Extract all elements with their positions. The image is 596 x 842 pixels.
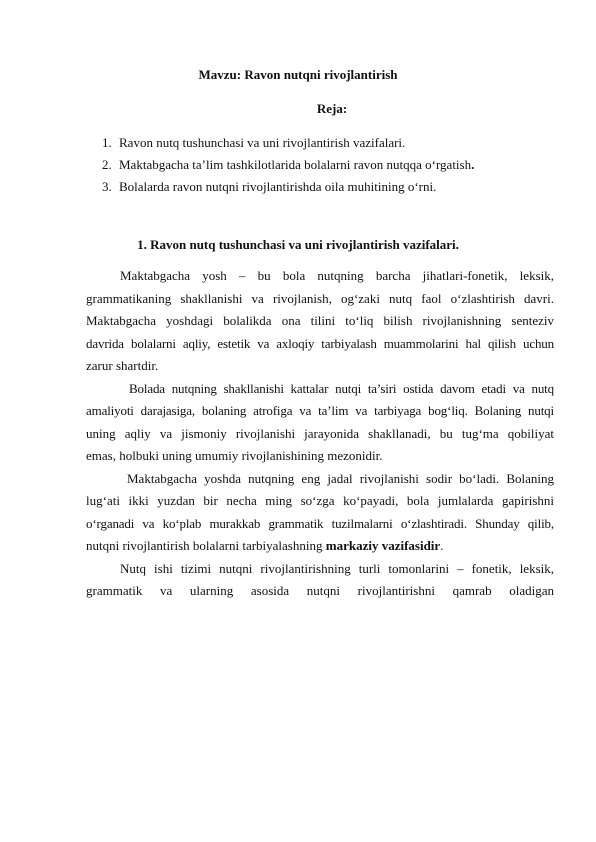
plan-item (102, 132, 562, 154)
paragraph-line: grammatik va ularning asosida nutqni rivojlantirishni qamrab oladigan (86, 583, 554, 598)
paragraph-line: Nutq ishi tizimi nutqni rivojlantirishning turli tomonlarini – fonetik, leksik, (120, 560, 554, 576)
bold-phrase: markaziy vazifasidir (325, 538, 441, 553)
paragraph-line: uning aqliy va jismoniy rivojlanishi jarayonida shakllanadi, bu tug‘ma qobiliyat (86, 425, 554, 441)
paragraph-line (86, 535, 554, 558)
paragraph-line: Bolada nutqning shakllanishi kattalar nutqi ta’siri ostida davom etadi va nutq (129, 380, 554, 396)
paragraph-line: lug‘ati ikki yuzdan bir necha ming so‘zga ko‘payadi, bola jumlalarda gapirishni (86, 493, 554, 508)
plan-item (102, 176, 562, 198)
text-run: . (440, 538, 444, 553)
text-run: nutqni rivojlantirish bolalarni tarbiyalashning (86, 538, 326, 553)
paragraph-line: zarur shartdir. (86, 358, 159, 373)
paragraph-line: emas, holbuki uning umumiy rivojlanishining mezonidir. (86, 448, 383, 463)
plan-item (102, 154, 562, 176)
plan-list (102, 132, 562, 198)
section-heading: 1. Ravon nutq tushunchasi va uni rivojlantirish vazifalari. (137, 237, 459, 252)
plan-heading: Reja: (316, 101, 348, 116)
paragraph-line: grammatikaning shakllanishi va rivojlanish, og‘zaki nutq faol o‘zlashtirish davri. (86, 290, 554, 306)
paragraph-line: Maktabgacha yosh – bu bola nutqning barcha jihatlari-fonetik, leksik, (120, 268, 554, 283)
plan-item-number: 2. (102, 157, 112, 172)
body-text (86, 265, 554, 603)
plan-item-number: 1. (102, 135, 112, 150)
plan-item-number: 3. (102, 179, 112, 194)
paragraph-line: o‘rganadi va ko‘plab murakkab grammatik tuzilmalarni o‘zlashtiradi. Shunday qilib, (86, 515, 554, 531)
plan-item-text: Maktabgacha ta’lim tashkilotlarida bolalarni ravon nutqqa o‘rgatish (119, 157, 472, 172)
paragraph-line: Maktabgacha yoshda nutqning eng jadal rivojlanishi sodir bo‘ladi. Bolaning (127, 470, 554, 486)
plan-item-text: Bolalarda ravon nutqni rivojlantirishda oila muhitining o‘rni. (119, 179, 437, 194)
paragraph-line: Maktabgacha yoshdagi bolalikda ona tilini to‘liq bilish rivojlanishning senteziv (86, 313, 554, 328)
plan-item-bold-period: . (471, 157, 475, 172)
plan-item-text: Ravon nutq tushunchasi va uni rivojlantirish vazifalari. (119, 135, 406, 150)
paragraph-line: amaliyoti darajasiga, bolaning atrofiga va ta’lim va tarbiyaga bog‘liq. Bolaning nutqi (86, 403, 554, 418)
page-title: Mavzu: Ravon nutqni rivojlantirish (198, 67, 398, 82)
paragraph-line: davrida bolalarni aqliy, estetik va axloqiy tarbiyalash muammolarini hal qilish uchun (86, 335, 554, 351)
